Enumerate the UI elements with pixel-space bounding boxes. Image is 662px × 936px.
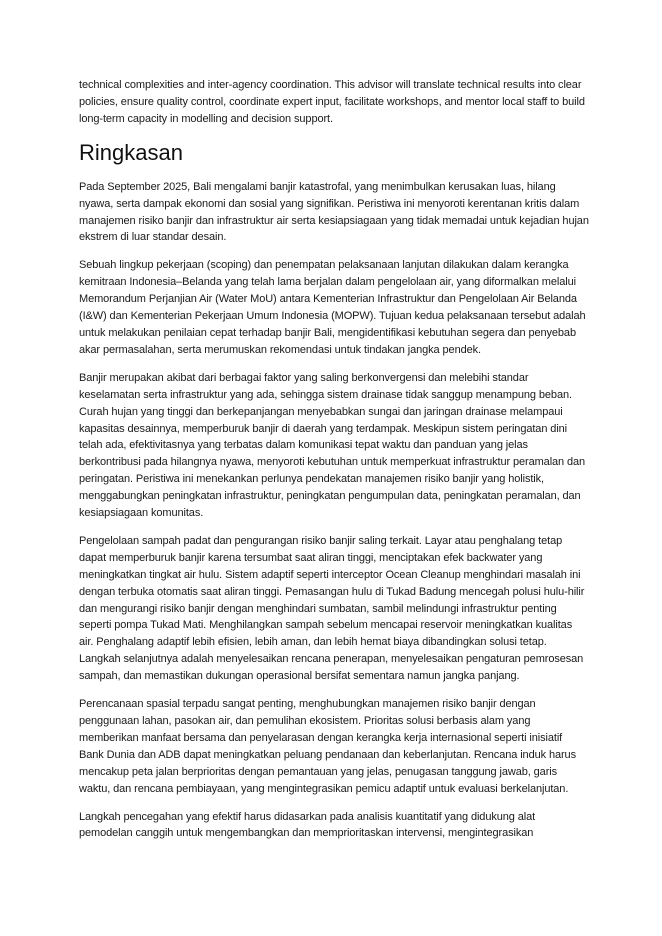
intro-paragraph: technical complexities and inter-agency coordination. This advisor will translate technical results into clear policies, ensure quality control, coordinate expert input, facilitate workshops, and mentor local staff to build long-term capacity in modelling and decision support. [79, 79, 585, 125]
document-page [79, 77, 589, 853]
paragraph: Langkah pencegahan yang efektif harus didasarkan pada analisis kuantitatif yang didukung alat pemodelan canggih untuk mengembangkan dan memprioritaskan intervensi, mengintegrasikan [79, 810, 536, 840]
paragraph: Pada September 2025, Bali mengalami banjir katastrofal, yang menimbulkan kerusakan luas, hilang nyawa, serta dampak ekonomi dan sosial yang signifikan. Peristiwa ini menyoroti kerentanan kritis dalam manajemen risiko banjir dan infrastruktur air serta kesiapsiagaan yang tidak memadai untuk kejadian hujan ekstrem di luar standar desain. [79, 180, 589, 244]
paragraph: Sebuah lingkup pekerjaan (scoping) dan penempatan pelaksanaan lanjutan dilakukan dalam kerangka kemitraan Indonesia–Belanda yang telah lama berjalan dalam pengelolaan air, yang diformalkan melalui Memorandum Perjanjian Air (Water MoU) antara Kementerian Infrastruktur dan Pengelolaan Air Belanda (I&W) dan Kementerian Pekerjaan Umum Indonesia (MOPW). Tujuan kedua pelaksanaan tersebut adalah untuk melakukan penilaian cepat terhadap banjir Bali, mengidentifikasi kebutuhan segera dan penyebab akar permasalahan, serta merumuskan rekomendasi untuk tindakan jangka pendek. [79, 259, 586, 356]
paragraph: Perencanaan spasial terpadu sangat penting, menghubungkan manajemen risiko banjir dengan penggunaan lahan, pasokan air, dan pemulihan ekosistem. Prioritas solusi berbasis alam yang memberikan manfaat bersama dan penyelarasan dengan kerangka kerja internasional seperti inisiatif Bank Dunia dan ADB dapat meningkatkan peluang pendanaan dan keberlanjutan. Rencana induk harus mencakup peta jalan berprioritas dengan pemantauan yang jelas, penugasan tanggung jawab, garis waktu, dan rencana pembiayaan, yang mengintegrasikan pemicu adaptif untuk evaluasi berkelanjutan. [79, 698, 576, 795]
section-heading: Ringkasan [79, 139, 183, 165]
paragraph: Banjir merupakan akibat dari berbagai faktor yang saling berkonvergensi dan melebihi standar keselamatan serta infrastruktur yang ada, sehingga sistem drainase tidak sanggup menampung beban. Curah hujan yang tinggi dan berkepanjangan menyebabkan sungai dan jaringan drainase melampaui kapasitas desainnya, memperburuk banjir di daerah yang terdampak. Meskipun sistem peringatan dini telah ada, efektivitasnya yang terbatas dalam komunikasi tepat waktu dan panduan yang jelas berkontribusi pada hilangnya nyawa, menyoroti kebutuhan untuk memperkuat infrastruktur peramalan dan peringatan. Peristiwa ini menekankan perlunya pendekatan manajemen risiko banjir yang holistik, menggabungkan peningkatan infrastruktur, peningkatan pengumpulan data, peningkatan peramalan, dan kesiapsiagaan komunitas. [79, 371, 586, 520]
paragraph: Pengelolaan sampah padat dan pengurangan risiko banjir saling terkait. Layar atau penghalang tetap dapat memperburuk banjir karena tersumbat saat aliran tinggi, menciptakan efek backwater yang meningkatkan tingkat air hulu. Sistem adaptif seperti interceptor Ocean Cleanup menghindari masalah ini dengan terbuka otomatis saat aliran tinggi. Pemasangan hulu di Tukad Badung mencegah polusi hulu-hilir dan mengurangi risiko banjir dengan menghindari sumbatan, sambil melindungi infrastruktur penting seperti pompa Tukad Mati. Menghilangkan sampah sebelum mencapai reservoir meningkatkan kualitas air. Penghalang adaptif lebih efisien, lebih aman, dan lebih hemat biaya dibandingkan solusi tetap. Langkah selanjutnya adalah menyelesaikan rencana penerapan, menyelesaikan pengaturan pemrosesan sampah, dan memastikan dukungan operasional bersifat sementara namun jangka panjang. [79, 534, 585, 683]
